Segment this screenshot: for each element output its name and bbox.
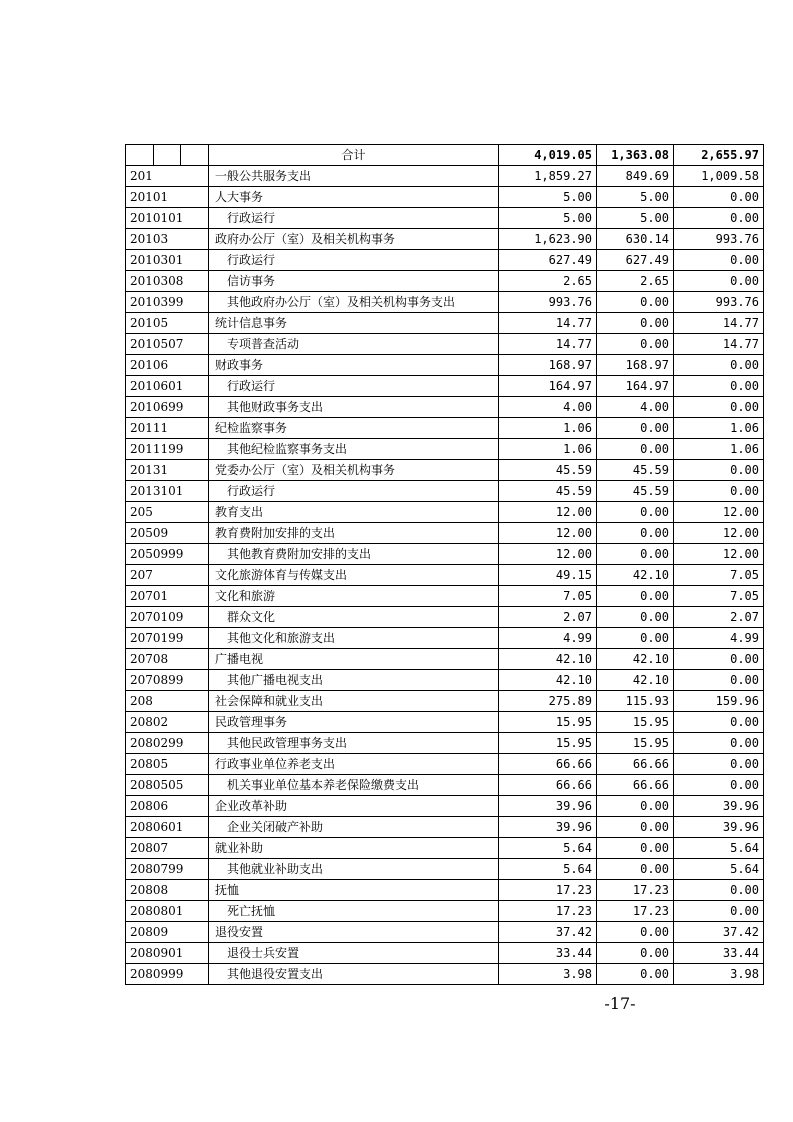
project-cell: 0.00 <box>674 733 764 754</box>
total-cell: 5.64 <box>499 859 597 880</box>
project-cell: 1,009.58 <box>674 166 764 187</box>
name-cell: 其他退役安置支出 <box>209 964 499 985</box>
project-cell: 1.06 <box>674 439 764 460</box>
code-cell: 20131 <box>126 460 209 481</box>
project-cell: 0.00 <box>674 355 764 376</box>
project-cell: 993.76 <box>674 229 764 250</box>
table-row <box>126 166 764 187</box>
total-cell: 5.64 <box>499 838 597 859</box>
name-cell: 纪检监察事务 <box>209 418 499 439</box>
basic-cell: 0.00 <box>597 922 674 943</box>
table-row <box>126 502 764 523</box>
name-cell: 专项普查活动 <box>209 334 499 355</box>
basic-cell: 849.69 <box>597 166 674 187</box>
total-cell: 993.76 <box>499 292 597 313</box>
code-cell: 2010601 <box>126 376 209 397</box>
basic-cell: 0.00 <box>597 586 674 607</box>
total-cell: 15.95 <box>499 712 597 733</box>
name-cell: 行政运行 <box>209 376 499 397</box>
code-cell: 2011199 <box>126 439 209 460</box>
total-cell: 45.59 <box>499 481 597 502</box>
code-cell: 20809 <box>126 922 209 943</box>
code-cell: 2080999 <box>126 964 209 985</box>
basic-cell: 630.14 <box>597 229 674 250</box>
total-cell: 39.96 <box>499 796 597 817</box>
name-cell: 党委办公厅（室）及相关机构事务 <box>209 460 499 481</box>
total-cell: 12.00 <box>499 544 597 565</box>
project-cell: 0.00 <box>674 250 764 271</box>
name-cell: 其他民政管理事务支出 <box>209 733 499 754</box>
table-row <box>126 481 764 502</box>
basic-cell: 0.00 <box>597 502 674 523</box>
table-row <box>126 334 764 355</box>
basic-cell: 0.00 <box>597 964 674 985</box>
total-cell: 66.66 <box>499 754 597 775</box>
code-cell: 20805 <box>126 754 209 775</box>
table-row <box>126 649 764 670</box>
table-row <box>126 859 764 880</box>
code-cell: 2070109 <box>126 607 209 628</box>
table-row <box>126 691 764 712</box>
project-cell: 0.00 <box>674 670 764 691</box>
code-cell: 2080601 <box>126 817 209 838</box>
total-cell: 14.77 <box>499 334 597 355</box>
code-cell: 2010399 <box>126 292 209 313</box>
name-cell: 一般公共服务支出 <box>209 166 499 187</box>
basic-cell: 0.00 <box>597 859 674 880</box>
name-cell: 其他广播电视支出 <box>209 670 499 691</box>
name-cell: 死亡抚恤 <box>209 901 499 922</box>
code-cell: 2010301 <box>126 250 209 271</box>
name-cell: 其他财政事务支出 <box>209 397 499 418</box>
code-cell: 20708 <box>126 649 209 670</box>
table-row <box>126 250 764 271</box>
code-cell: 2010101 <box>126 208 209 229</box>
table-row <box>126 817 764 838</box>
project-cell: 0.00 <box>674 208 764 229</box>
project-cell: 12.00 <box>674 544 764 565</box>
name-cell: 信访事务 <box>209 271 499 292</box>
project-cell: 33.44 <box>674 943 764 964</box>
table-row <box>126 775 764 796</box>
basic-cell: 15.95 <box>597 733 674 754</box>
basic-cell: 0.00 <box>597 838 674 859</box>
total-cell: 37.42 <box>499 922 597 943</box>
total-cell: 1,623.90 <box>499 229 597 250</box>
name-cell: 企业改革补助 <box>209 796 499 817</box>
total-cell: 66.66 <box>499 775 597 796</box>
total-cell: 1.06 <box>499 418 597 439</box>
basic-cell: 0.00 <box>597 607 674 628</box>
table-row <box>126 397 764 418</box>
basic-cell: 627.49 <box>597 250 674 271</box>
table-row <box>126 523 764 544</box>
total-cell: 42.10 <box>499 670 597 691</box>
table-row <box>126 187 764 208</box>
code-cell: 201 <box>126 166 209 187</box>
total-cell: 49.15 <box>499 565 597 586</box>
table-row <box>126 796 764 817</box>
project-cell: 5.64 <box>674 859 764 880</box>
table-row <box>126 880 764 901</box>
name-cell: 退役安置 <box>209 922 499 943</box>
code-cell: 2080799 <box>126 859 209 880</box>
name-cell: 抚恤 <box>209 880 499 901</box>
code-cell: 20806 <box>126 796 209 817</box>
project-cell: 0.00 <box>674 481 764 502</box>
name-cell: 教育支出 <box>209 502 499 523</box>
project-cell: 1.06 <box>674 418 764 439</box>
project-cell: 159.96 <box>674 691 764 712</box>
name-cell: 教育费附加安排的支出 <box>209 523 499 544</box>
total-cell: 1.06 <box>499 439 597 460</box>
table-row <box>126 607 764 628</box>
basic-cell: 0.00 <box>597 292 674 313</box>
name-cell: 行政运行 <box>209 208 499 229</box>
name-cell: 机关事业单位基本养老保险缴费支出 <box>209 775 499 796</box>
project-cell: 7.05 <box>674 565 764 586</box>
table-row <box>126 544 764 565</box>
basic-cell: 45.59 <box>597 460 674 481</box>
name-cell: 就业补助 <box>209 838 499 859</box>
project-cell: 14.77 <box>674 313 764 334</box>
basic-cell: 42.10 <box>597 670 674 691</box>
budget-table <box>125 144 764 985</box>
basic-cell: 0.00 <box>597 817 674 838</box>
project-cell: 0.00 <box>674 712 764 733</box>
code-cell: 2080299 <box>126 733 209 754</box>
project-cell: 12.00 <box>674 502 764 523</box>
basic-cell: 0.00 <box>597 628 674 649</box>
code-cell: 2080801 <box>126 901 209 922</box>
header-basic: 1,363.08 <box>597 145 674 166</box>
project-cell: 0.00 <box>674 754 764 775</box>
table-header-row <box>126 145 764 166</box>
code-cell: 20105 <box>126 313 209 334</box>
basic-cell: 0.00 <box>597 418 674 439</box>
table-row <box>126 754 764 775</box>
total-cell: 4.99 <box>499 628 597 649</box>
name-cell: 企业关闭破产补助 <box>209 817 499 838</box>
total-cell: 1,859.27 <box>499 166 597 187</box>
total-cell: 275.89 <box>499 691 597 712</box>
project-cell: 0.00 <box>674 376 764 397</box>
name-cell: 广播电视 <box>209 649 499 670</box>
total-cell: 5.00 <box>499 187 597 208</box>
basic-cell: 2.65 <box>597 271 674 292</box>
total-cell: 39.96 <box>499 817 597 838</box>
basic-cell: 15.95 <box>597 712 674 733</box>
name-cell: 退役士兵安置 <box>209 943 499 964</box>
basic-cell: 115.93 <box>597 691 674 712</box>
table-row <box>126 271 764 292</box>
total-cell: 42.10 <box>499 649 597 670</box>
total-cell: 12.00 <box>499 523 597 544</box>
budget-table-body <box>126 145 764 985</box>
code-cell: 2070199 <box>126 628 209 649</box>
code-cell: 20802 <box>126 712 209 733</box>
name-cell: 民政管理事务 <box>209 712 499 733</box>
table-row <box>126 313 764 334</box>
project-cell: 14.77 <box>674 334 764 355</box>
table-row <box>126 292 764 313</box>
code-cell: 2013101 <box>126 481 209 502</box>
project-cell: 5.64 <box>674 838 764 859</box>
project-cell: 0.00 <box>674 880 764 901</box>
name-cell: 群众文化 <box>209 607 499 628</box>
code-cell: 2080901 <box>126 943 209 964</box>
table-row <box>126 838 764 859</box>
table-row <box>126 964 764 985</box>
total-cell: 5.00 <box>499 208 597 229</box>
total-cell: 2.65 <box>499 271 597 292</box>
basic-cell: 5.00 <box>597 187 674 208</box>
code-cell: 20106 <box>126 355 209 376</box>
table-row <box>126 355 764 376</box>
total-cell: 12.00 <box>499 502 597 523</box>
basic-cell: 4.00 <box>597 397 674 418</box>
total-cell: 17.23 <box>499 880 597 901</box>
basic-cell: 66.66 <box>597 775 674 796</box>
total-cell: 2.07 <box>499 607 597 628</box>
table-row <box>126 922 764 943</box>
table-row <box>126 586 764 607</box>
name-cell: 行政运行 <box>209 250 499 271</box>
code-cell: 2010507 <box>126 334 209 355</box>
basic-cell: 17.23 <box>597 901 674 922</box>
total-cell: 168.97 <box>499 355 597 376</box>
table-row <box>126 460 764 481</box>
basic-cell: 0.00 <box>597 544 674 565</box>
name-cell: 其他教育费附加安排的支出 <box>209 544 499 565</box>
total-cell: 3.98 <box>499 964 597 985</box>
basic-cell: 0.00 <box>597 313 674 334</box>
name-cell: 文化旅游体育与传媒支出 <box>209 565 499 586</box>
code-cell: 20808 <box>126 880 209 901</box>
name-cell: 文化和旅游 <box>209 586 499 607</box>
basic-cell: 164.97 <box>597 376 674 397</box>
project-cell: 39.96 <box>674 796 764 817</box>
code-cell: 207 <box>126 565 209 586</box>
project-cell: 4.99 <box>674 628 764 649</box>
code-cell: 205 <box>126 502 209 523</box>
code-cell: 20509 <box>126 523 209 544</box>
code-cell: 2010699 <box>126 397 209 418</box>
basic-cell: 0.00 <box>597 796 674 817</box>
basic-cell: 0.00 <box>597 439 674 460</box>
project-cell: 3.98 <box>674 964 764 985</box>
total-cell: 33.44 <box>499 943 597 964</box>
project-cell: 0.00 <box>674 460 764 481</box>
name-cell: 行政事业单位养老支出 <box>209 754 499 775</box>
total-cell: 164.97 <box>499 376 597 397</box>
code-cell: 20701 <box>126 586 209 607</box>
basic-cell: 66.66 <box>597 754 674 775</box>
total-cell: 15.95 <box>499 733 597 754</box>
header-project: 2,655.97 <box>674 145 764 166</box>
name-cell: 人大事务 <box>209 187 499 208</box>
project-cell: 39.96 <box>674 817 764 838</box>
code-cell: 208 <box>126 691 209 712</box>
basic-cell: 0.00 <box>597 334 674 355</box>
basic-cell: 17.23 <box>597 880 674 901</box>
name-cell: 行政运行 <box>209 481 499 502</box>
project-cell: 2.07 <box>674 607 764 628</box>
basic-cell: 0.00 <box>597 523 674 544</box>
project-cell: 7.05 <box>674 586 764 607</box>
table-row <box>126 565 764 586</box>
project-cell: 0.00 <box>674 649 764 670</box>
name-cell: 其他文化和旅游支出 <box>209 628 499 649</box>
code-cell: 20807 <box>126 838 209 859</box>
code-cell: 2010308 <box>126 271 209 292</box>
code-cell: 20103 <box>126 229 209 250</box>
table-row <box>126 229 764 250</box>
code-cell: 20111 <box>126 418 209 439</box>
table-row <box>126 376 764 397</box>
table-row <box>126 712 764 733</box>
total-cell: 17.23 <box>499 901 597 922</box>
basic-cell: 42.10 <box>597 565 674 586</box>
project-cell: 37.42 <box>674 922 764 943</box>
code-cell: 2070899 <box>126 670 209 691</box>
table-row <box>126 733 764 754</box>
header-total: 4,019.05 <box>499 145 597 166</box>
basic-cell: 5.00 <box>597 208 674 229</box>
code-cell: 2050999 <box>126 544 209 565</box>
name-cell: 财政事务 <box>209 355 499 376</box>
project-cell: 0.00 <box>674 271 764 292</box>
project-cell: 0.00 <box>674 187 764 208</box>
page-number: -17- <box>604 994 636 1013</box>
header-code-cell <box>126 145 209 166</box>
name-cell: 其他就业补助支出 <box>209 859 499 880</box>
project-cell: 0.00 <box>674 397 764 418</box>
basic-cell: 0.00 <box>597 943 674 964</box>
basic-cell: 42.10 <box>597 649 674 670</box>
table-row <box>126 670 764 691</box>
project-cell: 0.00 <box>674 901 764 922</box>
project-cell: 993.76 <box>674 292 764 313</box>
total-cell: 45.59 <box>499 460 597 481</box>
basic-cell: 45.59 <box>597 481 674 502</box>
name-cell: 其他政府办公厅（室）及相关机构事务支出 <box>209 292 499 313</box>
total-cell: 14.77 <box>499 313 597 334</box>
name-cell: 社会保障和就业支出 <box>209 691 499 712</box>
total-cell: 4.00 <box>499 397 597 418</box>
name-cell: 其他纪检监察事务支出 <box>209 439 499 460</box>
table-row <box>126 418 764 439</box>
name-cell: 统计信息事务 <box>209 313 499 334</box>
table-row <box>126 439 764 460</box>
code-cell: 20101 <box>126 187 209 208</box>
table-row <box>126 628 764 649</box>
header-title: 合计 <box>209 145 499 166</box>
table-row <box>126 901 764 922</box>
table-row <box>126 208 764 229</box>
table-row <box>126 943 764 964</box>
total-cell: 627.49 <box>499 250 597 271</box>
project-cell: 0.00 <box>674 775 764 796</box>
total-cell: 7.05 <box>499 586 597 607</box>
code-cell: 2080505 <box>126 775 209 796</box>
project-cell: 12.00 <box>674 523 764 544</box>
name-cell: 政府办公厅（室）及相关机构事务 <box>209 229 499 250</box>
basic-cell: 168.97 <box>597 355 674 376</box>
